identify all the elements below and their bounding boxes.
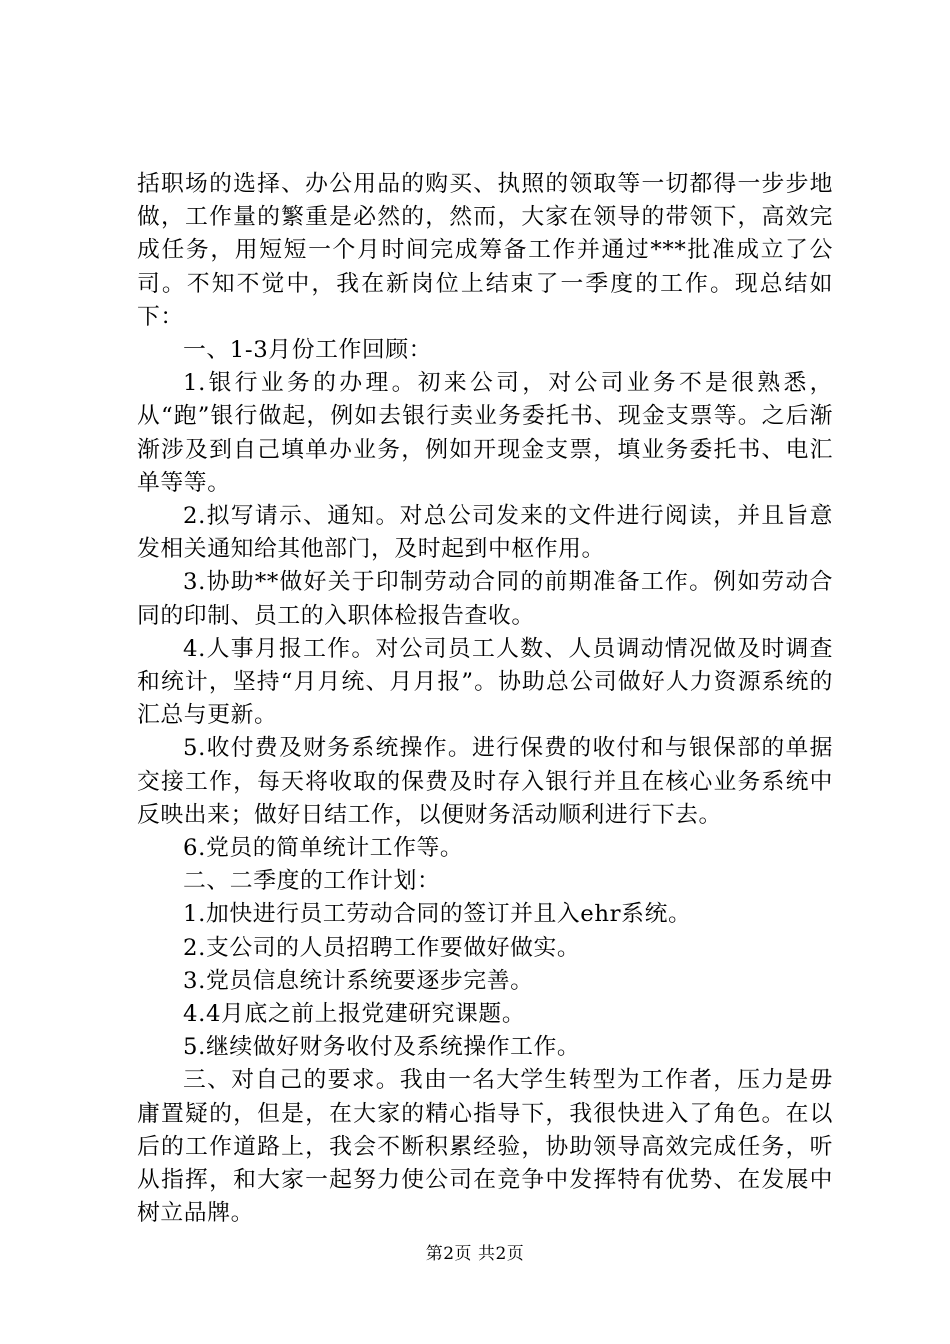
review-item-3: 3.协助**做好关于印制劳动合同的前期准备工作。例如劳动合同的印制、员工的入职体检报告查收。 bbox=[137, 569, 833, 629]
review-item-1: 1.银行业务的办理。初来公司，对公司业务不是很熟悉，从“跑”银行做起，例如去银行卖业务委托书、现金支票等。之后渐渐涉及到自己填单办业务，例如开现金支票，填业务委托书、电汇单等等。 bbox=[137, 370, 833, 496]
section-heading-review: 一、1-3月份工作回顾： bbox=[183, 337, 433, 364]
plan-item-4: 4.4月底之前上报党建研究课题。 bbox=[183, 1001, 526, 1028]
plan-item-5: 5.继续做好财务收付及系统操作工作。 bbox=[183, 1034, 581, 1061]
page-number-footer: 第2页 共2页 bbox=[425, 1244, 525, 1264]
plan-item-3: 3.党员信息统计系统要逐步完善。 bbox=[183, 967, 534, 994]
review-item-6: 6.党员的简单统计工作等。 bbox=[183, 835, 464, 862]
plan-item-1: 1.加快进行员工劳动合同的签订并且入ehr系统。 bbox=[183, 901, 692, 928]
review-item-2: 2.拟写请示、通知。对总公司发来的文件进行阅读，并且旨意发相关通知给其他部门，及时起到中枢作用。 bbox=[137, 503, 833, 563]
section-heading-plan: 二、二季度的工作计划： bbox=[183, 868, 441, 895]
review-item-4: 4.人事月报工作。对公司员工人数、人员调动情况做及时调查和统计，坚持“月月统、月月报”。协助总公司做好人力资源系统的汇总与更新。 bbox=[137, 635, 833, 729]
document-body bbox=[137, 168, 833, 1231]
paragraph-continuation: 括职场的选择、办公用品的购买、执照的领取等一切都得一步步地做，工作量的繁重是必然的，然而，大家在领导的带领下，高效完成任务，用短短一个月时间完成筹备工作并通过***批准成立了公司。不知不觉中，我在新岗位上结束了一季度的工作。现总结如下： bbox=[137, 171, 833, 330]
section-self-requirements: 三、对自己的要求。我由一名大学生转型为工作者，压力是毋庸置疑的，但是，在大家的精心指导下，我很快进入了角色。在以后的工作道路上，我会不断积累经验，协助领导高效完成任务，听从指挥，和大家一起努力使公司在竞争中发挥特有优势、在发展中树立品牌。 bbox=[137, 1067, 833, 1227]
review-item-5: 5.收付费及财务系统操作。进行保费的收付和与银保部的单据交接工作，每天将收取的保费及时存入银行并且在核心业务系统中反映出来；做好日结工作，以便财务活动顺利进行下去。 bbox=[137, 735, 833, 828]
plan-item-2: 2.支公司的人员招聘工作要做好做实。 bbox=[183, 934, 581, 961]
